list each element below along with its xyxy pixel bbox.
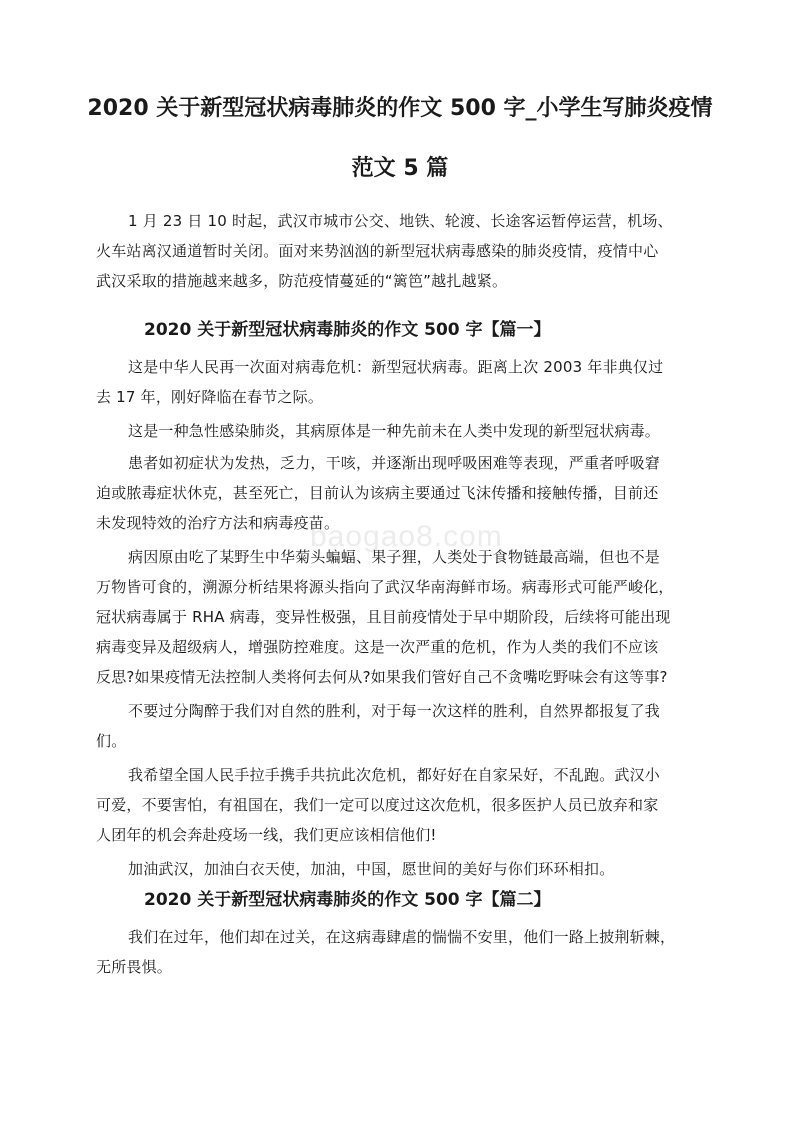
paragraph-line: 们。 [96,732,127,750]
doc-title-line-1: 2020 关于新型冠状病毒肺炎的作文 500 字_小学生写肺炎疫情 [87,96,713,121]
intro-line: 1 月 23 日 10 时起，武汉市城市公交、地铁、轮渡、长途客运暂停运营，机场、 [128,212,673,230]
paragraph-line: 未发现特效的治疗方法和病毒疫苗。 [96,514,340,532]
paragraph-line: 反思?如果疫情无法控制人类将何去何从?如果我们管好自己不贪嘴吃野味会有这等事? [96,668,668,686]
intro-line: 武汉采取的措施越来越多，防范疫情蔓延的“篱笆”越扎越紧。 [96,272,508,290]
paragraph-line: 我们在过年，他们却在过关，在这病毒肆虐的惴惴不安里，他们一路上披荆斩棘， [128,928,676,946]
paragraph-line: 病毒变异及超级病人，增强防控难度。这是一次严重的危机，作为人类的我们不应该 [96,638,659,656]
paragraph-line: 万物皆可食的，溯源分析结果将源头指向了武汉华南海鲜市场。病毒形式可能严峻化， [96,578,674,596]
intro-line: 火车站离汉通道暂时关闭。面对来势汹汹的新型冠状病毒感染的肺炎疫情，疫情中心 [96,242,659,260]
paragraph-line: 患者如初症状为发热，乏力，干咳，并逐渐出现呼吸困难等表现，严重者呼吸窘 [128,454,661,472]
paragraph-line: 这是一种急性感染肺炎，其病原体是一种先前未在人类中发现的新型冠状病毒。 [128,422,661,440]
paragraph-line: 我希望全国人民手拉手携手共抗此次危机，都好好在自家呆好，不乱跑。武汉小 [128,766,661,784]
paragraph-line: 这是中华人民再一次面对病毒危机：新型冠状病毒。距离上次 2003 年非典仅过 [128,358,664,376]
paragraph-line: 迫或脓毒症状休克，甚至死亡，目前认为该病主要通过飞沫传播和接触传播，目前还 [96,484,659,502]
doc-title-line-2: 范文 5 篇 [351,156,449,181]
section-heading-2: 2020 关于新型冠状病毒肺炎的作文 500 字【篇二】 [144,890,551,910]
section-heading-1: 2020 关于新型冠状病毒肺炎的作文 500 字【篇一】 [144,320,551,340]
paragraph-line: 冠状病毒属于 RHA 病毒，变异性极强，且目前疫情处于早中期阶段，后续将可能出现 [96,608,671,626]
paragraph-line: 人团年的机会奔赴疫场一线，我们更应该相信他们! [96,826,437,844]
paragraph-line: 去 17 年，刚好降临在春节之际。 [96,388,324,406]
paragraph-line: 不要过分陶醉于我们对自然的胜利，对于每一次这样的胜利，自然界都报复了我 [128,702,661,720]
watermark: baogao8.com [310,520,503,553]
paragraph-line: 无所畏惧。 [96,958,173,976]
paragraph-line: 可爱，不要害怕，有祖国在，我们一定可以度过这次危机，很多医护人员已放弃和家 [96,796,659,814]
paragraph-line: 病因原由吃了某野生中华菊头蝙蝠、果子狸，人类处于食物链最高端，但也不是 [128,548,661,566]
paragraph-line: 加油武汉，加油白衣天使，加油，中国，愿世间的美好与你们环环相扣。 [128,860,615,878]
